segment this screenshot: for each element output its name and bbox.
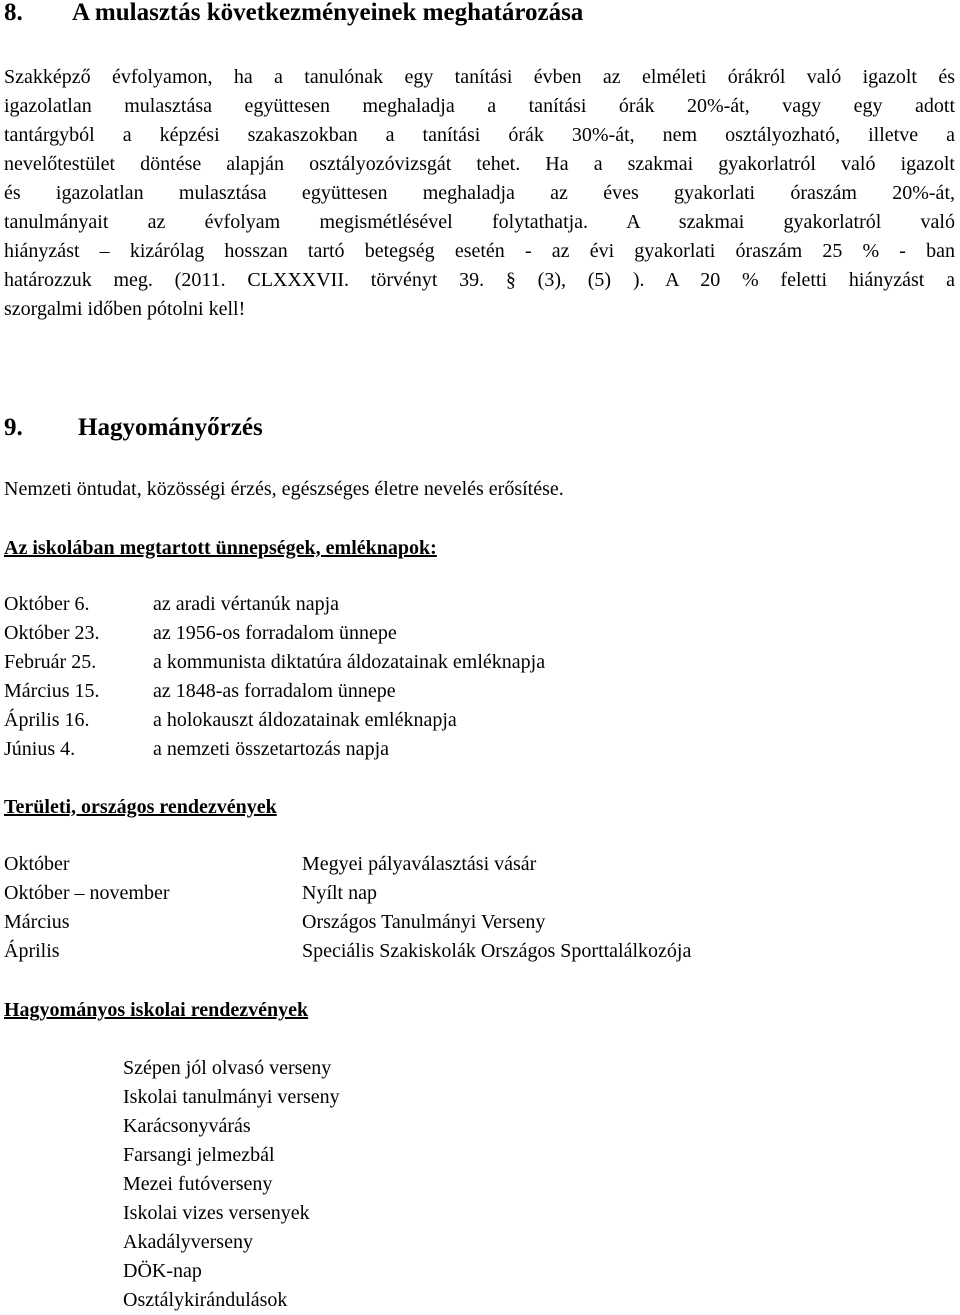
- list-item: [4, 908, 691, 937]
- event-date: Június 4.: [4, 738, 76, 760]
- traditional-events-list: [123, 1054, 340, 1315]
- section-title: A mulasztás következményeinek meghatározása: [72, 0, 584, 26]
- event-name: a kommunista diktatúra áldozatainak emléknapja: [153, 651, 546, 673]
- list-item: Szépen jól olvasó verseny: [123, 1057, 332, 1079]
- regional-events-list: [4, 850, 691, 966]
- paragraph-line: hiányzást – kizárólag hosszan tartó betegség esetén - az évi gyakorlati óraszám 25 % - ban: [4, 240, 955, 262]
- event-date: Október 6.: [4, 593, 90, 615]
- list-item: [4, 937, 691, 966]
- list-item: Iskolai tanulmányi verseny: [123, 1086, 340, 1108]
- tradition-intro: Nemzeti öntudat, közösségi érzés, egészséges életre nevelés erősítése.: [4, 478, 564, 500]
- regional-events-heading: Területi, országos rendezvények: [4, 796, 277, 818]
- event-date: Február 25.: [4, 651, 97, 673]
- list-item: [4, 850, 691, 879]
- event-name: az 1848-as forradalom ünnepe: [153, 680, 396, 702]
- paragraph-line: nevelőtestület döntése alapján osztályozóvizsgát tehet. Ha a szakmai gyakorlatról való igazolt: [4, 153, 955, 175]
- list-item: [4, 677, 545, 706]
- event-date: Október – november: [4, 882, 170, 904]
- paragraph-line: igazolatlan mulasztása együttesen meghaladja a tanítási órák 20%-át, vagy egy adott: [4, 95, 955, 117]
- list-item: [4, 590, 545, 619]
- section-title: Hagyományőrzés: [78, 414, 263, 441]
- list-item: [4, 879, 691, 908]
- list-item: DÖK-nap: [123, 1260, 202, 1282]
- paragraph-line: Szakképző évfolyamon, ha a tanulónak egy tanítási évben az elméleti órákról való igazolt és: [4, 66, 955, 88]
- event-name: Nyílt nap: [302, 882, 377, 904]
- event-date: Április 16.: [4, 709, 90, 731]
- event-name: az 1956-os forradalom ünnepe: [153, 622, 397, 644]
- paragraph-line: szorgalmi időben pótolni kell!: [4, 298, 246, 320]
- list-item: [4, 706, 545, 735]
- paragraph-line: határozzuk meg. (2011. CLXXXVII. törvényt 39. § (3), (5) ). A 20 % feletti hiányzást a: [4, 269, 955, 291]
- list-item: [4, 619, 545, 648]
- paragraph-line: és igazolatlan mulasztása együttesen meghaladja az éves gyakorlati óraszám 20%-át,: [4, 182, 955, 204]
- list-item: Osztálykirándulások: [123, 1289, 288, 1311]
- section-number: 8.: [4, 0, 23, 26]
- event-date: Április: [4, 940, 60, 962]
- section-9-heading: [4, 412, 263, 444]
- list-item: Farsangi jelmezbál: [123, 1144, 275, 1166]
- section-8-heading: [4, 0, 583, 29]
- list-item: Akadályverseny: [123, 1231, 253, 1253]
- absence-paragraph: [4, 63, 955, 324]
- event-name: Speciális Szakiskolák Országos Sporttalálkozója: [302, 940, 692, 962]
- list-item: Mezei futóverseny: [123, 1173, 273, 1195]
- event-name: a holokauszt áldozatainak emléknapja: [153, 709, 457, 731]
- school-events-list: [4, 590, 545, 764]
- event-date: Október: [4, 853, 70, 875]
- event-name: a nemzeti összetartozás napja: [153, 738, 389, 760]
- paragraph-line: tanulmányait az évfolyam megismétlésével folytathatja. A szakmai gyakorlatról való: [4, 211, 955, 233]
- list-item: [4, 648, 545, 677]
- traditional-events-heading: Hagyományos iskolai rendezvények: [4, 999, 309, 1021]
- event-date: Március 15.: [4, 680, 100, 702]
- paragraph-line: tantárgyból a képzési szakaszokban a tanítási órák 30%-át, nem osztályozható, illetve a: [4, 124, 955, 146]
- list-item: Iskolai vizes versenyek: [123, 1202, 310, 1224]
- list-item: Karácsonyvárás: [123, 1115, 251, 1137]
- school-events-heading: Az iskolában megtartott ünnepségek, emléknapok:: [4, 537, 437, 559]
- event-name: Országos Tanulmányi Verseny: [302, 911, 546, 933]
- list-item: [4, 735, 545, 764]
- event-name: Megyei pályaválasztási vásár: [302, 853, 537, 875]
- event-name: az aradi vértanúk napja: [153, 593, 340, 615]
- section-number: 9.: [4, 414, 23, 441]
- event-date: Március: [4, 911, 70, 933]
- event-date: Október 23.: [4, 622, 100, 644]
